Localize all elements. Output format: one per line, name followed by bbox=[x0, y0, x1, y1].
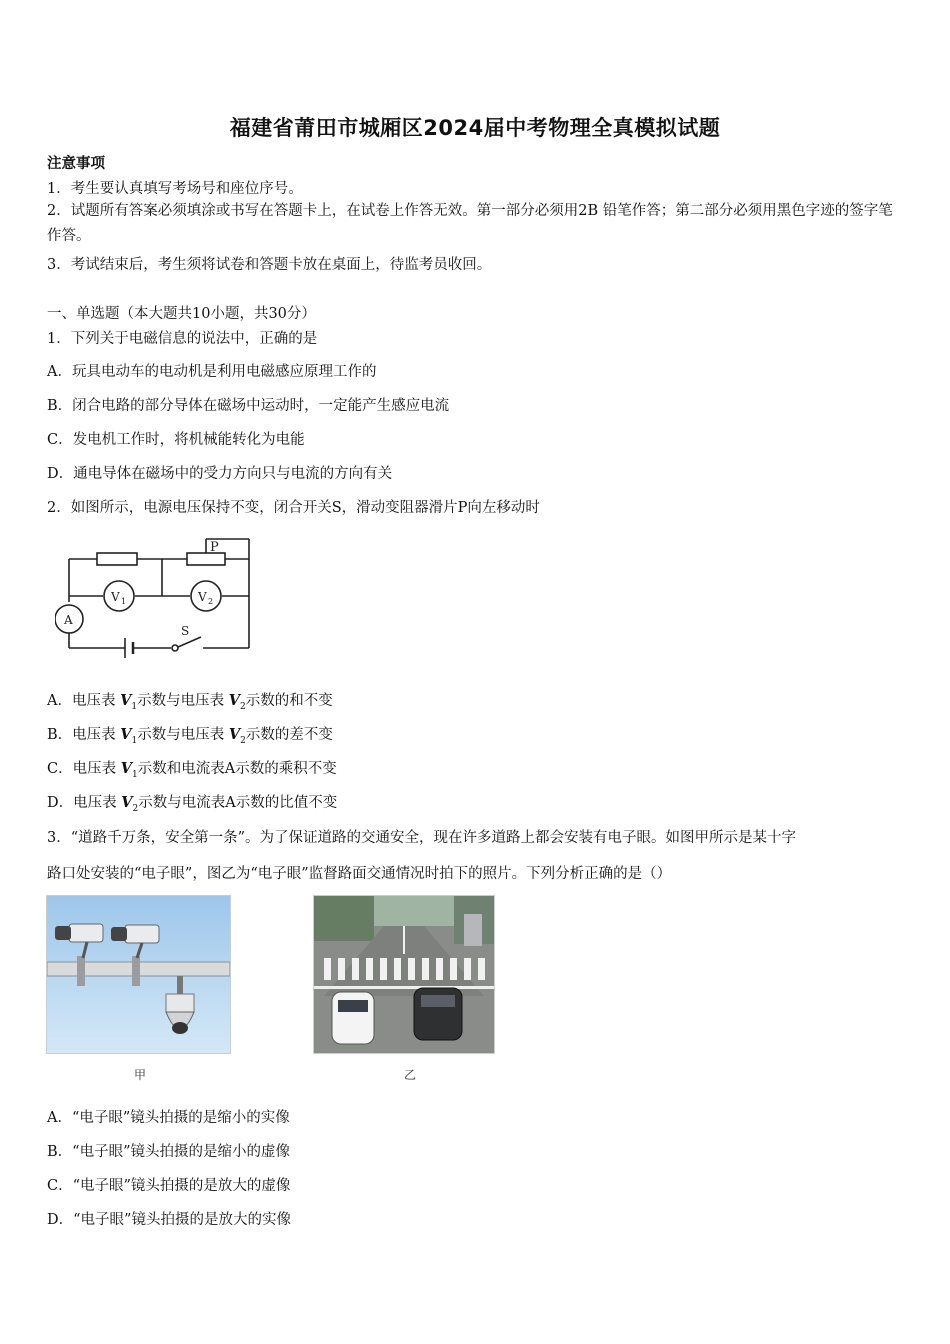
circuit-label-p: P bbox=[210, 540, 219, 555]
circuit-label-s: S bbox=[181, 624, 190, 638]
q1-option-c: C．发电机工作时，将机械能转化为电能 bbox=[47, 432, 305, 448]
q3-stem-line1: 3．“道路千万条，安全第一条”。为了保证道路的交通安全，现在许多道路上都会安装有电子眼。如图甲所示是某十字 bbox=[47, 830, 797, 846]
q3-option-a: A．“电子眼”镜头拍摄的是缩小的实像 bbox=[47, 1110, 290, 1126]
q3-option-d: D．“电子眼”镜头拍摄的是放大的实像 bbox=[47, 1212, 291, 1228]
q2-option-c: C．电压表 $V_1$示数和电流表A示数的乘积不变 bbox=[47, 760, 337, 780]
circuit-label-v2-sub: 2 bbox=[208, 597, 214, 606]
circuit-label-v1: V bbox=[111, 590, 120, 604]
q2-option-b: B．电压表 $V_1$示数与电压表 $V_2$示数的差不变 bbox=[47, 726, 333, 746]
notice-item-3: 3．考试结束后，考生须将试卷和答题卡放在桌面上，待监考员收回。 bbox=[47, 257, 492, 273]
notice-item-2: 2．试题所有答案必须填涂或书写在答题卡上，在试卷上作答无效。第一部分必须用2B 铅笔作答；第二部分必须用黑色字迹的签字笔作答。 bbox=[47, 203, 893, 244]
circuit-diagram bbox=[55, 532, 260, 662]
q1-stem: 1．下列关于电磁信息的说法中，正确的是 bbox=[47, 331, 318, 347]
notice-heading: 注意事项 bbox=[47, 155, 105, 172]
q3-option-b: B．“电子眼”镜头拍摄的是缩小的虚像 bbox=[47, 1144, 290, 1160]
circuit-label-v2: V bbox=[198, 590, 207, 604]
camera-photo bbox=[46, 895, 231, 1054]
section-heading: 一、单选题（本大题共10小题，共30分） bbox=[47, 306, 316, 322]
q3-option-c: C．“电子眼”镜头拍摄的是放大的虚像 bbox=[47, 1178, 291, 1194]
circuit-label-a: A bbox=[64, 613, 73, 627]
q1-option-a: A．玩具电动车的电动机是利用电磁感应原理工作的 bbox=[47, 364, 377, 380]
q2-stem: 2．如图所示，电源电压保持不变，闭合开关S，滑动变阻器滑片P向左移动时 bbox=[47, 500, 540, 516]
q1-option-d: D．通电导体在磁场中的受力方向只与电流的方向有关 bbox=[47, 466, 393, 482]
caption-right: 乙 bbox=[404, 1068, 417, 1082]
q3-stem-line2: 路口处安装的“电子眼”，图乙为“电子眼”监督路面交通情况时拍下的照片。下列分析正确的是（） bbox=[47, 866, 672, 882]
road-photo bbox=[313, 895, 495, 1054]
circuit-label-v1-sub: 1 bbox=[121, 597, 127, 606]
q1-option-b: B．闭合电路的部分导体在磁场中运动时，一定能产生感应电流 bbox=[47, 398, 450, 414]
caption-left: 甲 bbox=[134, 1068, 147, 1082]
q2-option-d: D．电压表 $V_2$示数与电流表A示数的比值不变 bbox=[47, 794, 338, 814]
page-title: 福建省莆田市城厢区2024届中考物理全真模拟试题 bbox=[229, 116, 721, 140]
q2-option-a: A．电压表 $V_1$示数与电压表 $V_2$示数的和不变 bbox=[47, 692, 333, 712]
notice-item-1: 1．考生要认真填写考场号和座位序号。 bbox=[47, 181, 303, 197]
